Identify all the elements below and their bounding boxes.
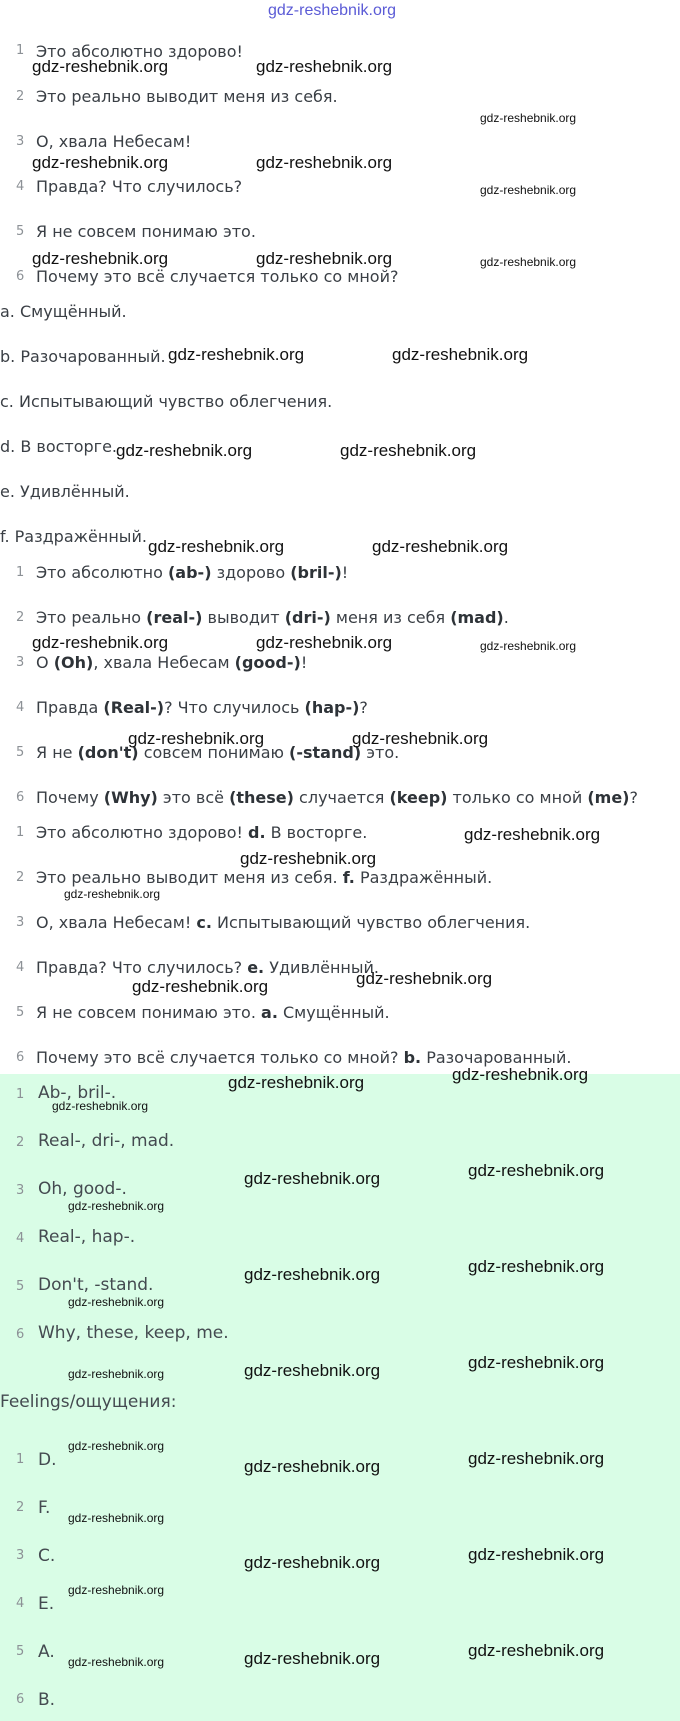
watermark: gdz-reshebnik.org	[480, 111, 577, 125]
matched-item: Правда? Что случилось? e. Удивлённый.	[36, 958, 379, 977]
annotated-keyword: (bril-)	[290, 563, 342, 582]
option-item: a. Смущённый.	[0, 302, 127, 321]
annotated-fragment: !	[300, 653, 308, 672]
annotated-keyword: (good-)	[234, 653, 301, 672]
annotated-keyword: (me)	[587, 788, 630, 807]
watermark: gdz-reshebnik.org	[452, 1065, 589, 1084]
answer-number: 3	[16, 1183, 25, 1198]
matched-item: О, хвала Небесам! c. Испытывающий чувство облегчения.	[36, 913, 531, 932]
annotated-fragment: случается	[293, 788, 390, 807]
annotated-keyword: (mad)	[450, 608, 504, 627]
watermark: gdz-reshebnik.org	[228, 1073, 365, 1092]
watermark: gdz-reshebnik.org	[68, 1655, 165, 1669]
watermark: gdz-reshebnik.org	[132, 977, 269, 996]
watermark: gdz-reshebnik.org	[468, 1641, 605, 1660]
annotated-fragment: ?	[629, 788, 638, 807]
annotated-text	[36, 608, 509, 627]
option-item: f. Раздражённый.	[0, 527, 147, 546]
option-item: d. В восторге.	[0, 437, 118, 456]
answer-number: 2	[16, 1135, 25, 1150]
watermark: gdz-reshebnik.org	[168, 345, 305, 364]
annotated-keyword: (hap-)	[304, 698, 360, 717]
answer-text: Don't, -stand.	[38, 1275, 154, 1295]
annotated-keyword: (these)	[229, 788, 294, 807]
phrase-text: Правда? Что случилось?	[36, 177, 243, 196]
annotated-keyword: (real-)	[146, 608, 203, 627]
watermark: gdz-reshebnik.org	[256, 153, 393, 172]
feeling-number: 4	[16, 1596, 25, 1611]
phrase-text: О, хвала Небесам!	[36, 132, 192, 151]
watermark: gdz-reshebnik.org	[356, 969, 493, 988]
feeling-number: 5	[16, 1644, 25, 1659]
phrase-number: 5	[16, 224, 25, 239]
answer-text: Oh, good-.	[38, 1179, 127, 1199]
annotated-fragment: меня из себя	[330, 608, 451, 627]
annotated-keyword: (-stand)	[289, 743, 362, 762]
annotated-fragment: это.	[361, 743, 400, 762]
annotated-fragment: Это абсолютно	[36, 563, 168, 582]
option-item: b. Разочарованный.	[0, 347, 166, 366]
watermark: gdz-reshebnik.org	[352, 729, 489, 748]
watermark: gdz-reshebnik.org	[468, 1353, 605, 1372]
answer-text: Why, these, keep, me.	[38, 1323, 229, 1343]
watermark: gdz-reshebnik.org	[480, 183, 577, 197]
top-watermark: gdz-reshebnik.org	[268, 2, 397, 19]
matched-number: 6	[16, 1050, 25, 1065]
phrase-number: 1	[16, 43, 25, 58]
feeling-letter: E.	[38, 1594, 55, 1614]
option-item: e. Удивлённый.	[0, 482, 130, 501]
watermark: gdz-reshebnik.org	[32, 57, 169, 76]
answer-number: 5	[16, 1279, 25, 1294]
feeling-letter: A.	[38, 1642, 55, 1662]
annotated-text	[36, 653, 307, 672]
annotated-number: 4	[16, 700, 25, 715]
annotated-text	[36, 698, 368, 717]
watermark: gdz-reshebnik.org	[372, 537, 509, 556]
watermark: gdz-reshebnik.org	[480, 639, 577, 653]
annotated-text	[36, 788, 638, 807]
annotated-fragment: ?	[359, 698, 368, 717]
feeling-number: 2	[16, 1500, 25, 1515]
annotated-fragment: совсем понимаю	[138, 743, 290, 762]
watermark: gdz-reshebnik.org	[64, 887, 161, 901]
annotated-fragment: это всё	[157, 788, 230, 807]
annotated-number: 2	[16, 610, 25, 625]
annotated-fragment: выводит	[202, 608, 285, 627]
feeling-number: 3	[16, 1548, 25, 1563]
watermark: gdz-reshebnik.org	[244, 1553, 381, 1572]
answer-text: Real-, hap-.	[38, 1227, 136, 1247]
annotated-keyword: (Why)	[103, 788, 158, 807]
answer-number: 1	[16, 1087, 25, 1102]
watermark: gdz-reshebnik.org	[128, 729, 265, 748]
annotated-number: 1	[16, 565, 25, 580]
matched-item: Это реально выводит меня из себя. f. Раздражённый.	[36, 868, 493, 887]
watermark: gdz-reshebnik.org	[468, 1545, 605, 1564]
watermark: gdz-reshebnik.org	[68, 1439, 165, 1453]
watermark: gdz-reshebnik.org	[32, 153, 169, 172]
annotated-keyword: (dri-)	[284, 608, 331, 627]
watermark: gdz-reshebnik.org	[148, 537, 285, 556]
feelings-header: Feelings/ощущения:	[0, 1392, 177, 1412]
phrase-number: 3	[16, 134, 25, 149]
watermark: gdz-reshebnik.org	[340, 441, 477, 460]
annotated-number: 3	[16, 655, 25, 670]
feeling-number: 1	[16, 1452, 25, 1467]
annotated-keyword: (keep)	[389, 788, 448, 807]
watermark: gdz-reshebnik.org	[464, 825, 601, 844]
watermark: gdz-reshebnik.org	[468, 1257, 605, 1276]
annotated-keyword: (don't)	[77, 743, 139, 762]
watermark: gdz-reshebnik.org	[68, 1295, 165, 1309]
matched-item: Почему это всё случается только со мной? b. Разочарованный.	[36, 1048, 572, 1067]
annotated-fragment: , хвала Небесам	[93, 653, 235, 672]
annotated-fragment: Правда	[36, 698, 104, 717]
annotated-fragment: только со мной	[447, 788, 588, 807]
phrase-text: Я не совсем понимаю это.	[36, 222, 256, 241]
feeling-number: 6	[16, 1692, 25, 1707]
watermark: gdz-reshebnik.org	[244, 1457, 381, 1476]
annotated-fragment: !	[341, 563, 349, 582]
watermark: gdz-reshebnik.org	[256, 633, 393, 652]
watermark: gdz-reshebnik.org	[116, 441, 253, 460]
watermark: gdz-reshebnik.org	[480, 255, 577, 269]
watermark: gdz-reshebnik.org	[468, 1449, 605, 1468]
feeling-letter: C.	[38, 1546, 56, 1566]
watermark: gdz-reshebnik.org	[256, 249, 393, 268]
feeling-letter: D.	[38, 1450, 57, 1470]
matched-number: 3	[16, 915, 25, 930]
watermark: gdz-reshebnik.org	[32, 633, 169, 652]
watermark: gdz-reshebnik.org	[52, 1099, 149, 1113]
phrase-number: 4	[16, 179, 25, 194]
annotated-keyword: (ab-)	[167, 563, 212, 582]
option-item: c. Испытывающий чувство облегчения.	[0, 392, 333, 411]
annotated-fragment: ? Что случилось	[164, 698, 305, 717]
phrase-text: Это реально выводит меня из себя.	[36, 87, 338, 106]
annotated-text	[36, 563, 348, 582]
feeling-letter: B.	[38, 1690, 56, 1710]
matched-item: Я не совсем понимаю это. a. Смущённый.	[36, 1003, 390, 1022]
watermark: gdz-reshebnik.org	[244, 1649, 381, 1668]
feeling-letter: F.	[38, 1498, 51, 1518]
annotated-fragment: Это реально	[36, 608, 147, 627]
phrase-number: 2	[16, 89, 25, 104]
watermark: gdz-reshebnik.org	[244, 1169, 381, 1188]
matched-number: 5	[16, 1005, 25, 1020]
watermark: gdz-reshebnik.org	[244, 1265, 381, 1284]
annotated-fragment: Я не	[36, 743, 78, 762]
watermark: gdz-reshebnik.org	[68, 1199, 165, 1213]
answer-number: 4	[16, 1231, 25, 1246]
annotated-fragment: здорово	[211, 563, 291, 582]
annotated-keyword: (Oh)	[53, 653, 94, 672]
annotated-fragment: .	[503, 608, 509, 627]
watermark: gdz-reshebnik.org	[244, 1361, 381, 1380]
answer-text: Real-, dri-, mad.	[38, 1131, 175, 1151]
annotated-fragment: О	[36, 653, 54, 672]
annotated-number: 5	[16, 745, 25, 760]
matched-number: 1	[16, 825, 25, 840]
phrase-text: Почему это всё случается только со мной?	[36, 267, 399, 286]
watermark: gdz-reshebnik.org	[240, 849, 377, 868]
watermark: gdz-reshebnik.org	[392, 345, 529, 364]
matched-number: 4	[16, 960, 25, 975]
phrase-text: Это абсолютно здорово!	[36, 42, 243, 61]
watermark: gdz-reshebnik.org	[68, 1511, 165, 1525]
watermark: gdz-reshebnik.org	[32, 249, 169, 268]
watermark: gdz-reshebnik.org	[468, 1161, 605, 1180]
annotated-fragment: Почему	[36, 788, 104, 807]
phrase-number: 6	[16, 269, 25, 284]
watermark: gdz-reshebnik.org	[68, 1367, 165, 1381]
watermark: gdz-reshebnik.org	[68, 1583, 165, 1597]
watermark: gdz-reshebnik.org	[256, 57, 393, 76]
matched-number: 2	[16, 870, 25, 885]
annotated-number: 6	[16, 790, 25, 805]
annotated-keyword: (Real-)	[103, 698, 165, 717]
answer-number: 6	[16, 1327, 25, 1342]
answer-text: Ab-, bril-.	[38, 1083, 117, 1103]
matched-item: Это абсолютно здорово! d. В восторге.	[36, 823, 368, 842]
